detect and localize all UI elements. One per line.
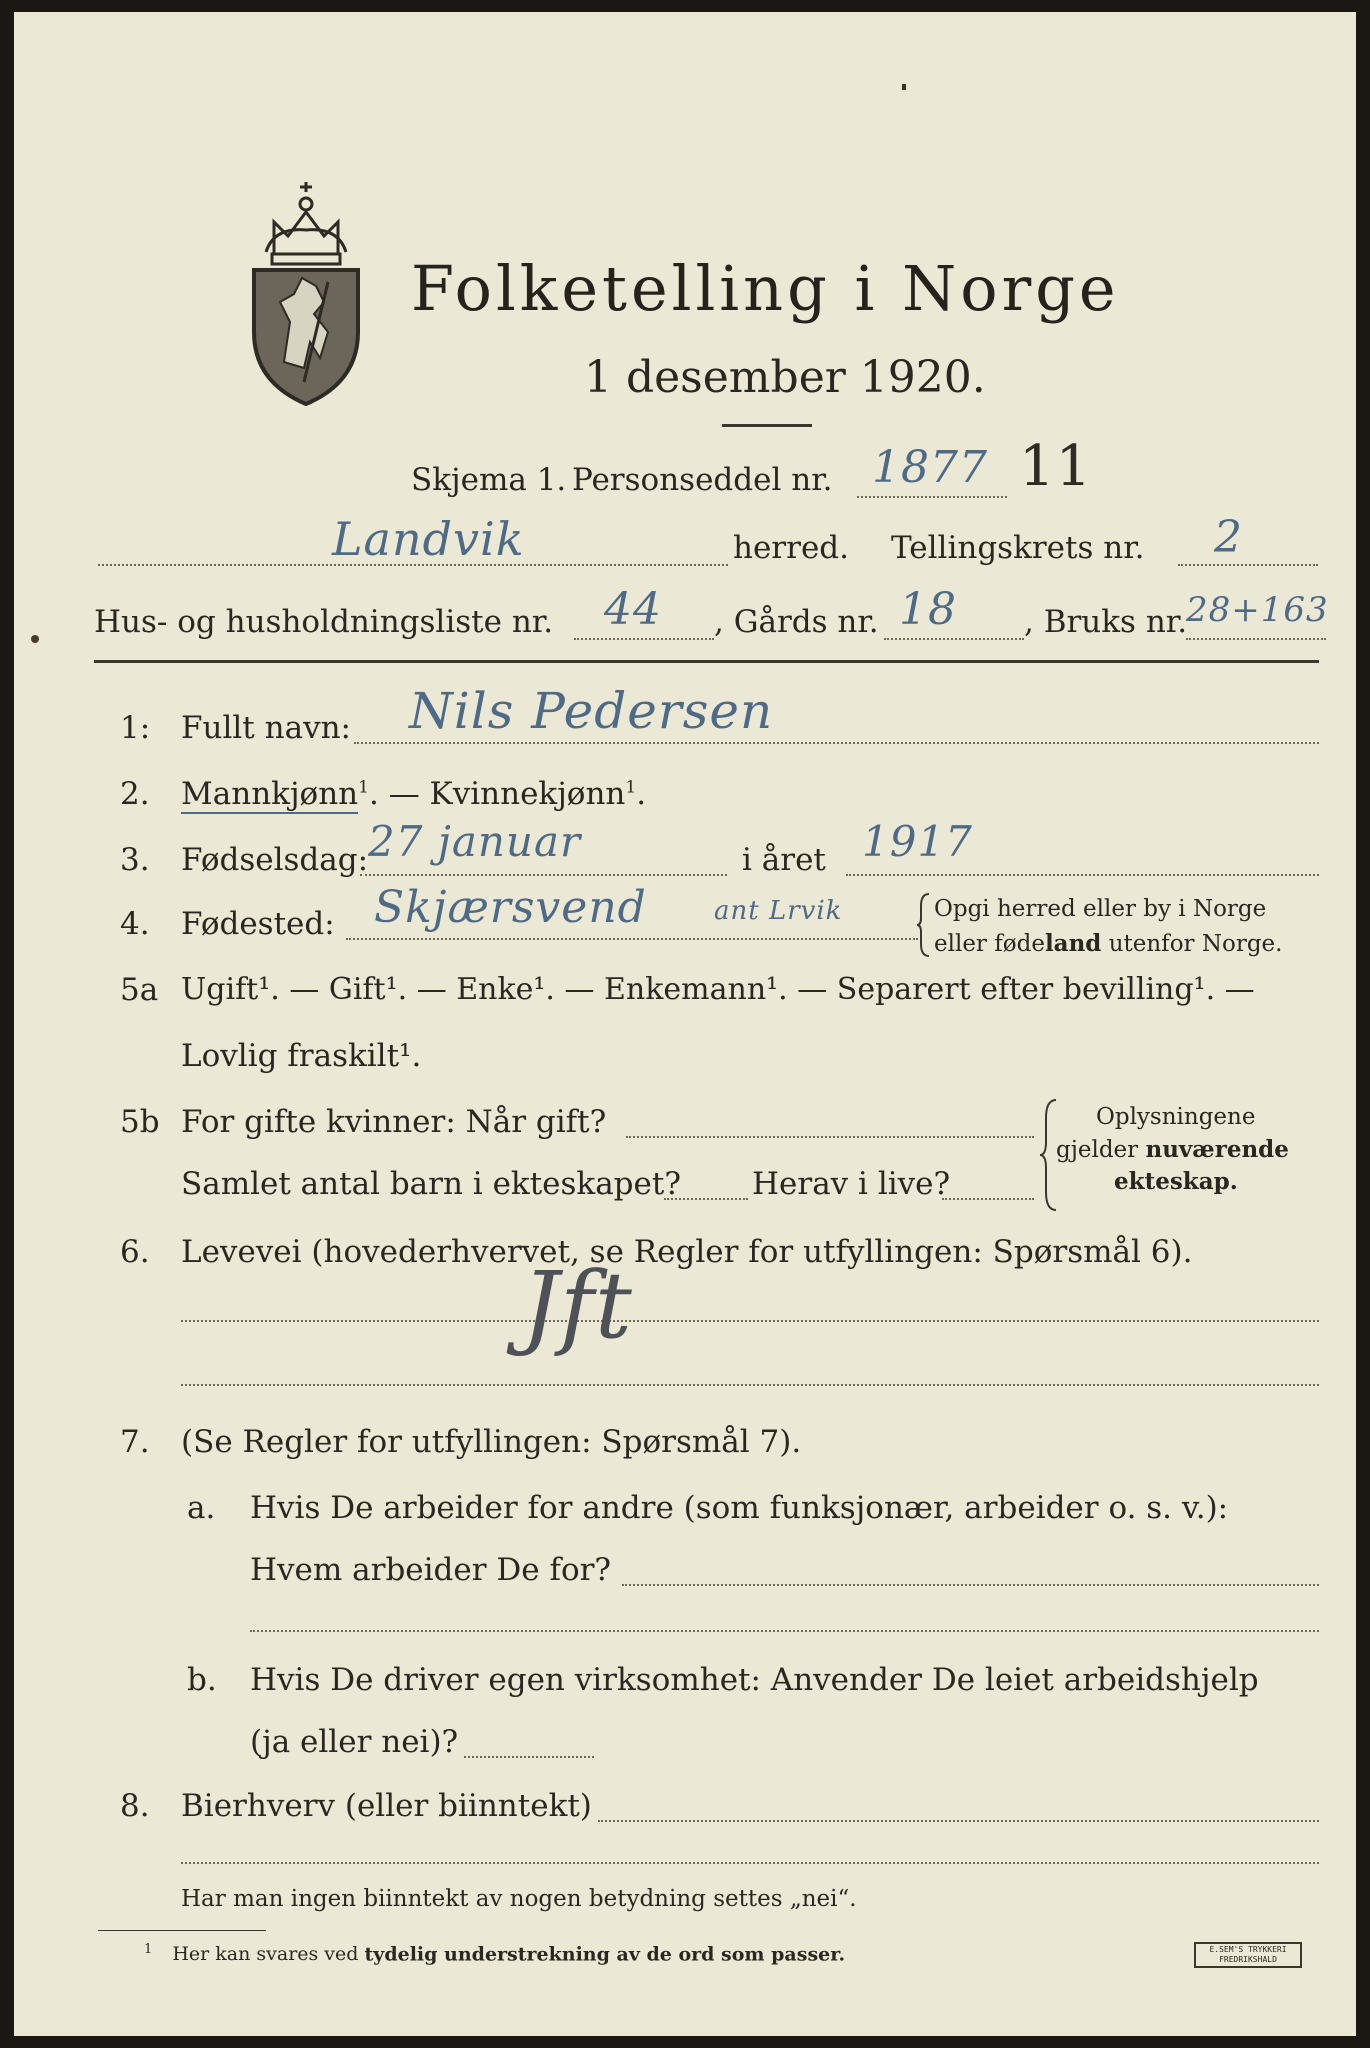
personseddel-label: Personseddel nr. — [572, 462, 833, 498]
q3-year-line — [846, 874, 1319, 876]
form-title: Folketelling i Norge — [411, 252, 1120, 325]
q3-line — [360, 874, 727, 876]
q4-note-b: land — [1044, 930, 1102, 957]
husliste-label: Hus- og husholdningsliste nr. — [94, 604, 554, 640]
q5b-children-line — [664, 1198, 748, 1200]
q1-label: Fullt navn: — [181, 710, 351, 746]
q5a-number: 5a — [120, 972, 159, 1008]
q6-label: Levevei (hovederhvervet, se Regler for utfyllingen: Spørsmål 6). — [181, 1234, 1193, 1270]
husliste-value: 44 — [604, 584, 662, 635]
gards-line — [884, 638, 1024, 640]
tellingskrets-line — [1178, 564, 1318, 566]
q7b-line1: Hvis De driver egen virksomhet: Anvender De leiet arbeidshjelp — [250, 1662, 1259, 1698]
q4-line — [346, 938, 918, 940]
q7-number: 7. — [120, 1424, 150, 1460]
q4-brace-icon — [917, 892, 931, 958]
personseddel-value: 1877 — [872, 442, 988, 493]
q7a-letter: a. — [187, 1490, 216, 1526]
q4-note-line1: Opgi herred eller by i Norge — [934, 896, 1267, 922]
q4-note-c: utenfor Norge. — [1101, 931, 1283, 957]
q1-line — [354, 742, 1319, 744]
q7a-line-2 — [250, 1630, 1319, 1632]
q5b-when-line — [626, 1136, 1034, 1138]
q5b-line1: For gifte kvinner: Når gift? — [181, 1104, 607, 1140]
q1-value: Nils Pedersen — [409, 682, 774, 740]
q2-mannkjonn: Mannkjønn — [181, 776, 359, 812]
q2-number: 2. — [120, 776, 150, 812]
gards-value: 18 — [899, 584, 957, 635]
title-divider — [722, 424, 812, 427]
q5a-line1: Ugift¹. — Gift¹. — Enke¹. — Enkemann¹. — Separert efter bevilling¹. — — [181, 972, 1255, 1007]
q4-note-line2 — [934, 930, 1282, 957]
footnote-number: 1 — [144, 1942, 153, 1957]
bruks-label: , Bruks nr. — [1024, 604, 1188, 640]
q3-value: 27 januar — [368, 817, 582, 866]
header-rule — [94, 660, 1319, 663]
herred-value: Landvik — [332, 512, 525, 566]
q8-line1 — [598, 1820, 1319, 1822]
paper-speck — [902, 84, 906, 90]
personseddel-line — [857, 496, 1007, 498]
q7-label: (Se Regler for utfyllingen: Spørsmål 7). — [181, 1424, 802, 1460]
stamp-line1: E.SEM'S TRYKKERI — [1209, 1945, 1287, 1954]
paper-speck — [31, 635, 39, 643]
q4-value-extra: ant Lrvik — [714, 896, 843, 926]
q4-value: Skjærsvend — [374, 882, 647, 933]
q7b-line2: (ja eller nei)? — [250, 1724, 459, 1760]
skjema-label: Skjema 1. — [411, 462, 567, 498]
gards-label: , Gårds nr. — [714, 604, 879, 640]
q5b-number: 5b — [120, 1104, 160, 1140]
q3-year-value: 1917 — [862, 817, 973, 866]
q2-end: . — [636, 776, 647, 812]
q3-label: Fødselsdag: — [181, 842, 369, 878]
census-date: 1 desember 1920. — [584, 352, 986, 403]
q5b-note2b: nuværende — [1145, 1136, 1289, 1163]
bruks-value: 28+163 — [1186, 590, 1329, 630]
q8-line2 — [181, 1862, 1319, 1864]
q3-year-label: i året — [742, 842, 826, 878]
q5b-note2a: gjelder — [1056, 1137, 1146, 1163]
herred-label: herred. — [733, 530, 849, 566]
printer-stamp — [1194, 1942, 1302, 1968]
footnote — [144, 1942, 845, 1965]
personseddel-extra: 11 — [1019, 434, 1093, 499]
q2-sup2: 1 — [625, 777, 637, 798]
tellingskrets-label: Tellingskrets nr. — [891, 530, 1145, 566]
q7a-line1: Hvis De arbeider for andre (som funksjonær, arbeider o. s. v.): — [250, 1490, 1229, 1526]
q6-line2 — [181, 1384, 1319, 1386]
footnote-text-b: tydelig understrekning av de ord som passer. — [364, 1943, 846, 1966]
q2-kvinnekjonn: . — Kvinnekjønn — [368, 776, 626, 812]
q7a-line2: Hvem arbeider De for? — [250, 1552, 612, 1588]
q5b-brace-icon — [1038, 1098, 1058, 1212]
q5b-note3: ekteskap. — [1114, 1168, 1238, 1195]
coat-of-arms-icon — [244, 182, 368, 406]
q8-label: Bierhverv (eller biinntekt) — [181, 1788, 592, 1824]
q8-note: Har man ingen biinntekt av nogen betydning settes „nei“. — [181, 1886, 857, 1912]
q2-sup1: 1 — [358, 777, 369, 798]
q6-number: 6. — [120, 1234, 150, 1270]
q3-number: 3. — [120, 842, 150, 878]
husliste-line — [574, 638, 714, 640]
census-form — [14, 12, 1356, 2036]
q1-number: 1: — [120, 710, 151, 746]
q7a-line — [622, 1584, 1319, 1586]
q5b-alive-line — [942, 1198, 1034, 1200]
footnote-rule — [98, 1930, 266, 1931]
q5b-line2a: Samlet antal barn i ekteskapet? — [181, 1166, 681, 1202]
q6-value: Jft — [522, 1252, 633, 1359]
q5b-note2 — [1056, 1136, 1289, 1163]
tellingskrets-value: 2 — [1214, 512, 1243, 563]
q5b-note1: Oplysningene — [1096, 1104, 1256, 1130]
q7b-line — [464, 1756, 594, 1758]
q5a-line2: Lovlig fraskilt¹. — [181, 1038, 422, 1074]
q4-label: Fødested: — [181, 906, 335, 942]
bruks-line — [1186, 638, 1326, 640]
stamp-line2: FREDRIKSHALD — [1219, 1955, 1277, 1964]
q6-line1 — [181, 1320, 1319, 1322]
q2-options — [181, 776, 646, 812]
q8-number: 8. — [120, 1788, 150, 1824]
q5b-line2b: Herav i live? — [752, 1166, 951, 1202]
q4-note-a: eller føde — [934, 931, 1045, 957]
q7b-letter: b. — [187, 1662, 217, 1698]
footnote-text-a: Her kan svares ved — [172, 1943, 365, 1966]
q4-number: 4. — [120, 906, 150, 942]
